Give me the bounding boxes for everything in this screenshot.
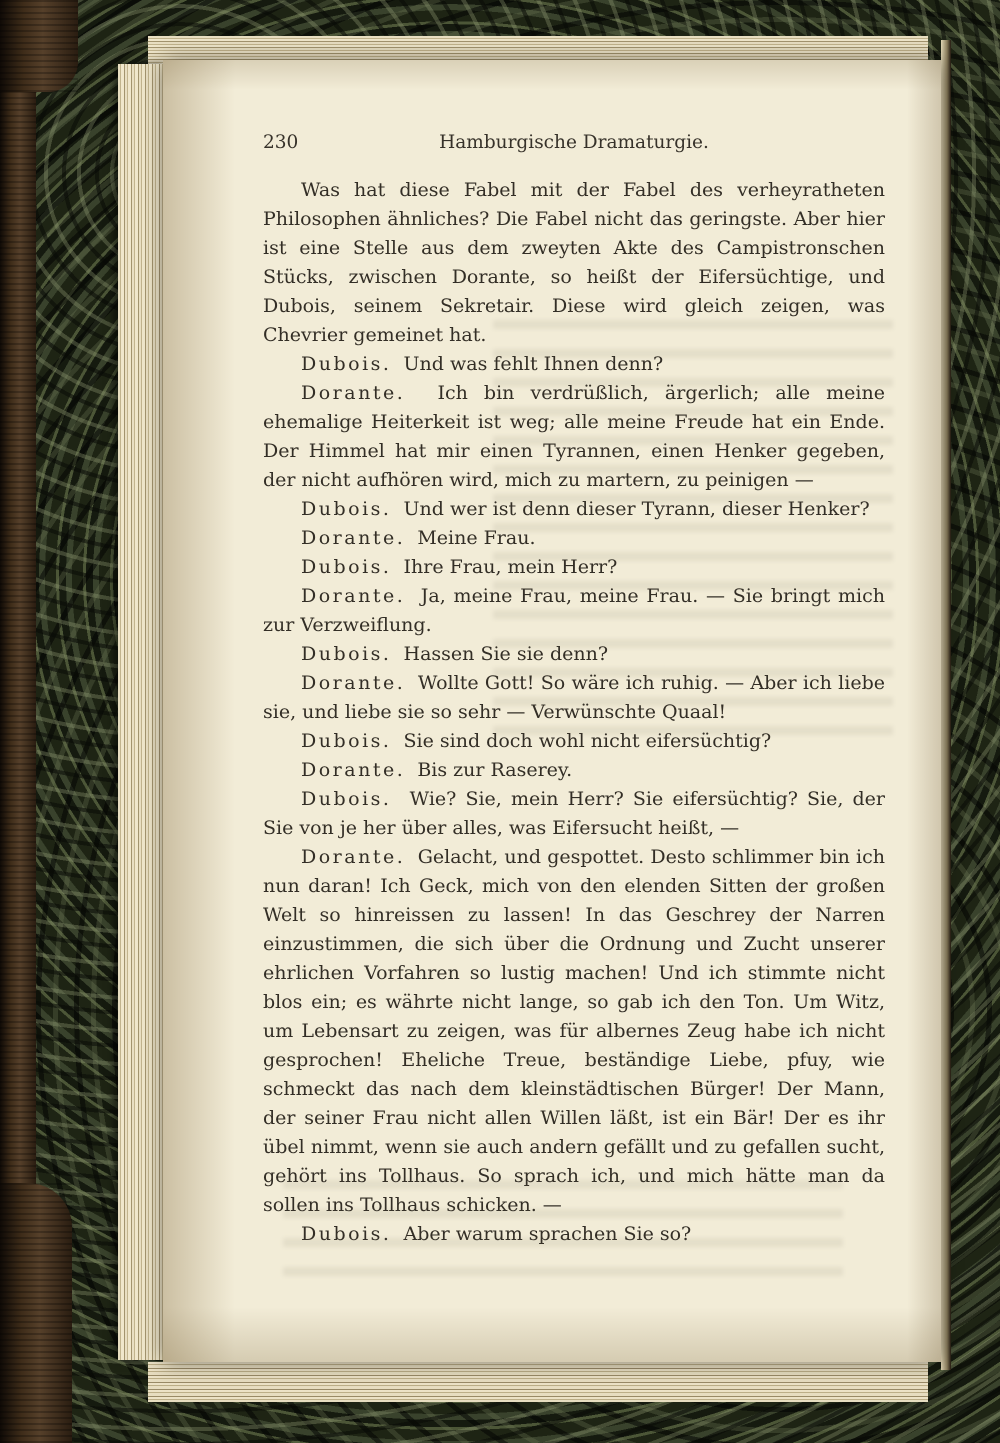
speaker-name: Dorante. [301, 759, 406, 781]
speaker-name: Dorante. [301, 585, 406, 607]
speaker-name: Dubois. [301, 556, 392, 578]
leather-corner-bottom-left [0, 1183, 72, 1443]
speaker-name: Dorante. [301, 672, 406, 694]
speaker-name: Dubois. [301, 498, 392, 520]
dialogue-paragraph: Dubois. Aber warum sprachen Sie so? [301, 1223, 692, 1245]
running-title: Hamburgische Dramaturgie. [439, 132, 709, 153]
dialogue-paragraph: Dubois. Sie sind doch wohl nicht eifersüchtig? [301, 730, 772, 752]
dialogue-paragraph: Dorante. Gelacht, und gespottet. Desto schlimmer bin ich nun daran! Ich Geck, mich von den elenden Sitten der großen Welt so hinreissen zu lassen! In das Geschrey der Narren einzustimmen, die sich über die Ordnung und Zucht unserer ehrlichen Vorfahren so lustig machen! Und ich stimmte nicht blos ein; es währte nicht lange, so gab ich den Ton. Um Witz, um Lebensart zu zeigen, was für albernes Zeug habe ich nicht gesprochen! Eheliche Treue, beständige Liebe, pfuy, wie schmeckt das nach dem kleinstädtischen Bürger! Der Mann, der seiner Frau nicht allen Willen läßt, ist ein Bär! Der es ihr übel nimmt, wenn sie auch andern gefällt und zu gefallen sucht, gehört ins Tollhaus. So sprach ich, und mich hätte man da sollen ins Tollhaus schicken. — [263, 846, 885, 1216]
page-number: 230 [263, 132, 299, 153]
speaker-name: Dubois. [301, 353, 392, 375]
dialogue-paragraph: Dorante. Ich bin verdrüßlich, ärgerlich; alle meine ehemalige Heiterkeit ist weg; alle meine Freude hat ein Ende. Der Himmel hat mir einen Tyrannen, einen Henker gegeben, der nicht aufhören wird, mich zu martern, zu peinigen — [263, 382, 885, 491]
speaker-name: Dorante. [301, 382, 406, 404]
page-stack-edge-right [941, 40, 951, 1370]
dialogue-paragraph: Dubois. Wie? Sie, mein Herr? Sie eifersüchtig? Sie, der Sie von je her über alles, was Eifersucht heißt, — [263, 788, 885, 839]
text-block [263, 176, 885, 1249]
page-stack-edge-bottom [148, 1362, 928, 1402]
dialogue-paragraph: Dorante. Ja, meine Frau, meine Frau. — Sie bringt mich zur Verzweiflung. [263, 585, 885, 636]
book-page [163, 60, 941, 1362]
dialogue-paragraph: Dubois. Ihre Frau, mein Herr? [301, 556, 618, 578]
dialogue-paragraph: Dubois. Und wer ist denn dieser Tyrann, dieser Henker? [301, 498, 870, 520]
speaker-name: Dubois. [301, 788, 392, 810]
page-header [263, 132, 885, 162]
paragraph: Was hat diese Fabel mit der Fabel des verheyratheten Philosophen ähnliches? Die Fabel nicht das geringste. Aber hier ist eine Stelle aus dem zweyten Akte des Campistronschen Stücks, zwischen Dorante, so heißt der Eifersüchtige, und Dubois, seinem Sekretair. Diese wird gleich zeigen, was Chevrier gemeinet hat. [263, 179, 885, 346]
speaker-name: Dubois. [301, 730, 392, 752]
dialogue-paragraph: Dorante. Bis zur Raserey. [301, 759, 573, 781]
dialogue-paragraph: Dubois. Hassen Sie sie denn? [301, 643, 609, 665]
dialogue-paragraph: Dorante. Meine Frau. [301, 527, 536, 549]
speaker-name: Dorante. [301, 846, 406, 868]
leather-corner-top-left [0, 0, 78, 92]
speaker-name: Dubois. [301, 1223, 392, 1245]
dialogue-paragraph: Dubois. Und was fehlt Ihnen denn? [301, 353, 664, 375]
page-stack-edge-left [118, 64, 166, 1360]
speaker-name: Dorante. [301, 527, 406, 549]
speaker-name: Dubois. [301, 643, 392, 665]
dialogue-paragraph: Dorante. Wollte Gott! So wäre ich ruhig. — Aber ich liebe sie, und liebe sie so sehr — Verwünschte Quaal! [263, 672, 885, 723]
